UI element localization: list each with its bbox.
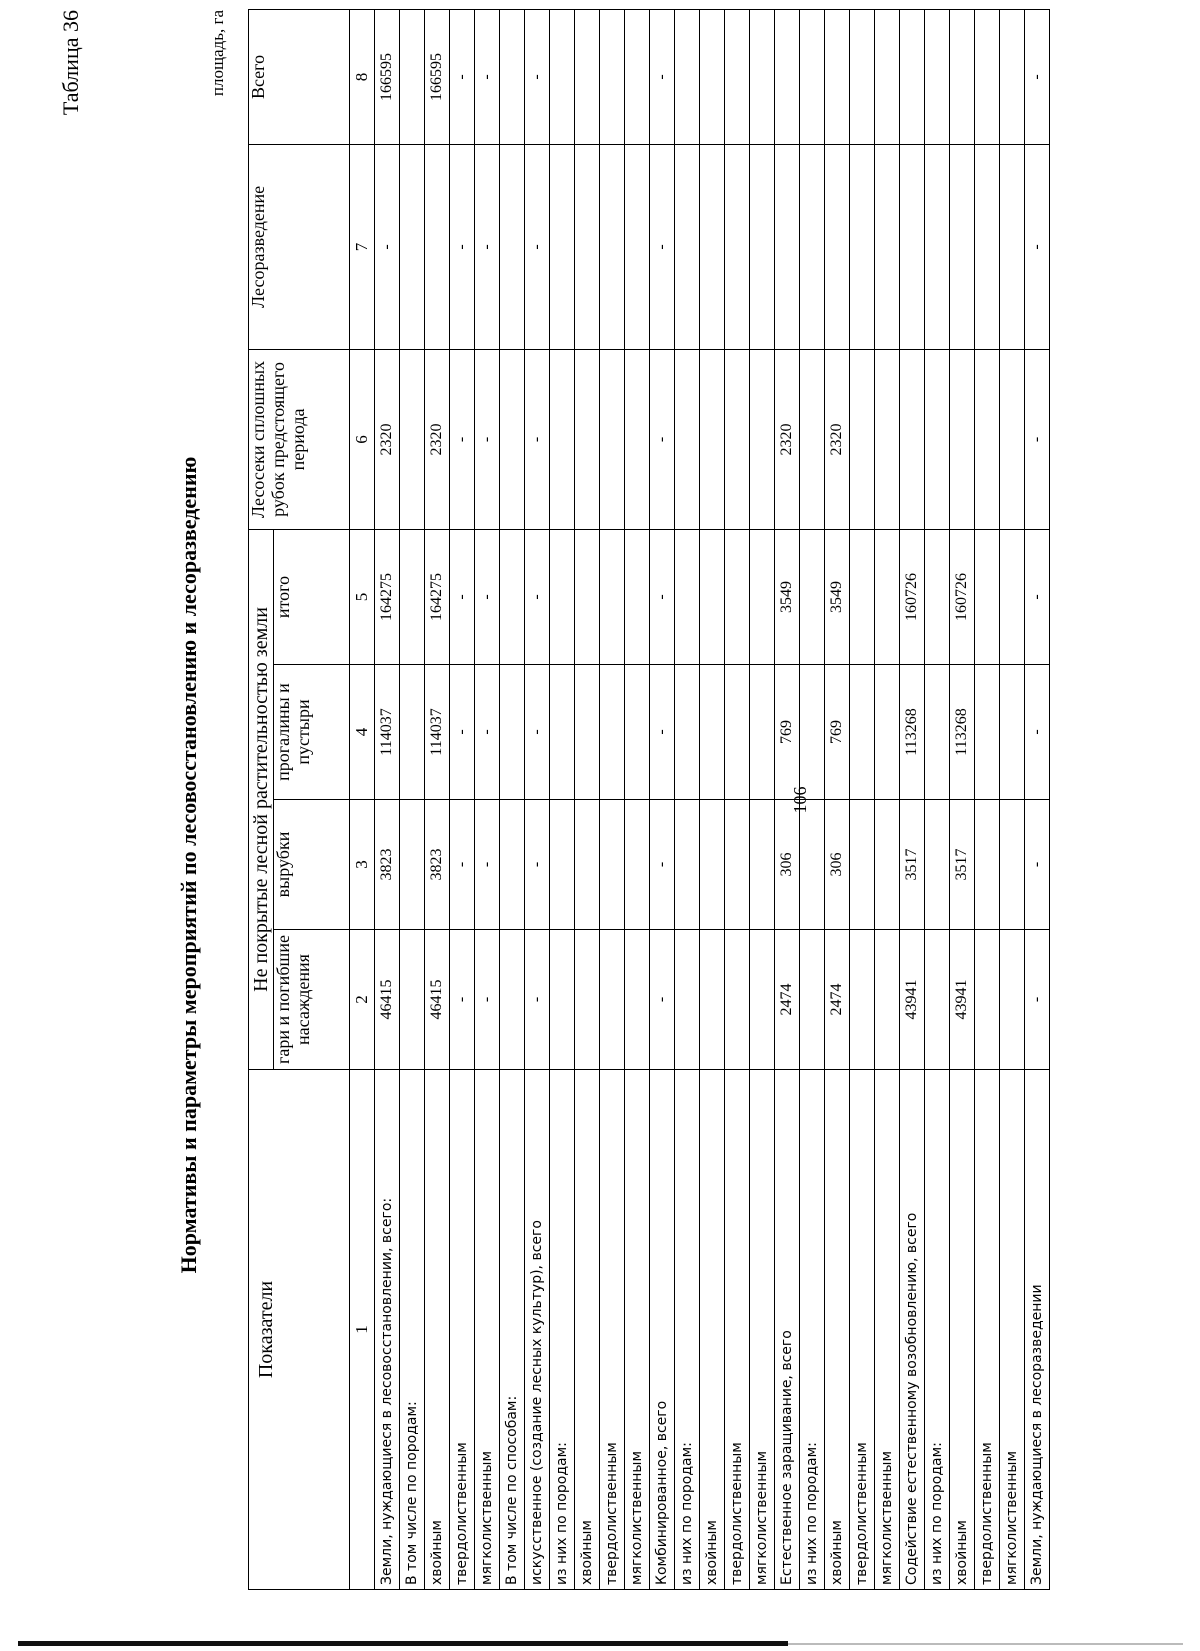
cell-afforestation <box>600 144 625 349</box>
cell-subtotal: 164275 <box>425 529 450 664</box>
cell-clearings: 306 <box>825 800 850 930</box>
cell-cutting-areas <box>575 349 600 529</box>
table-row <box>850 9 875 1589</box>
cell-cutting-areas <box>950 349 975 529</box>
column-number: 7 <box>350 144 375 349</box>
cell-total <box>675 9 700 144</box>
column-number: 5 <box>350 529 375 664</box>
table-row <box>400 9 425 1589</box>
cell-subtotal <box>575 529 600 664</box>
row-label: хвойным <box>700 1070 725 1590</box>
cell-clearings <box>400 800 425 930</box>
cell-glades <box>400 665 425 800</box>
cell-total: - <box>650 9 675 144</box>
cell-afforestation <box>775 144 800 349</box>
cell-clearings: 3823 <box>425 800 450 930</box>
cell-cutting-areas <box>400 349 425 529</box>
cell-clearings: 3517 <box>950 800 975 930</box>
row-label: Содействие естественному возобновлению, всего <box>900 1070 925 1590</box>
cell-afforestation: - <box>525 144 550 349</box>
cell-glades <box>725 665 750 800</box>
cell-subtotal <box>925 529 950 664</box>
row-label: В том числе по способам: <box>500 1070 525 1590</box>
cell-subtotal <box>400 529 425 664</box>
cell-cutting-areas <box>600 349 625 529</box>
row-label: хвойным <box>425 1070 450 1590</box>
cell-glades: 113268 <box>950 665 975 800</box>
cell-cutting-areas: 2320 <box>375 349 400 529</box>
cell-total: 166595 <box>375 9 400 144</box>
header-glades: прогалины и пустыри <box>274 665 350 800</box>
cell-total <box>400 9 425 144</box>
cell-total <box>1000 9 1025 144</box>
row-label: хвойным <box>950 1070 975 1590</box>
cell-cutting-areas <box>700 349 725 529</box>
cell-subtotal <box>725 529 750 664</box>
cell-cutting-areas <box>925 349 950 529</box>
cell-subtotal <box>550 529 575 664</box>
cell-cutting-areas: 2320 <box>825 349 850 529</box>
cell-total: - <box>475 9 500 144</box>
row-label: хвойным <box>825 1070 850 1590</box>
scan-bottom-bar <box>18 1641 788 1646</box>
table-row <box>875 9 900 1589</box>
cell-clearings <box>600 800 625 930</box>
cell-clearings <box>625 800 650 930</box>
cell-burns <box>725 930 750 1070</box>
cell-cutting-areas <box>850 349 875 529</box>
table-row <box>650 9 675 1589</box>
cell-clearings: - <box>450 800 475 930</box>
cell-afforestation <box>500 144 525 349</box>
column-number: 4 <box>350 665 375 800</box>
table-row <box>450 9 475 1589</box>
cell-glades <box>925 665 950 800</box>
table-row <box>1025 9 1050 1589</box>
cell-clearings <box>850 800 875 930</box>
cell-burns <box>600 930 625 1070</box>
cell-glades <box>975 665 1000 800</box>
cell-total <box>925 9 950 144</box>
row-label: из них по породам: <box>550 1070 575 1590</box>
table-row <box>525 9 550 1589</box>
cell-subtotal <box>675 529 700 664</box>
cell-total <box>500 9 525 144</box>
cell-afforestation <box>1000 144 1025 349</box>
cell-total <box>625 9 650 144</box>
cell-subtotal: - <box>525 529 550 664</box>
table-row <box>600 9 625 1589</box>
cell-burns <box>400 930 425 1070</box>
header-burns: гари и погибшие насаждения <box>274 930 350 1070</box>
cell-subtotal <box>600 529 625 664</box>
row-label: мягколиственным <box>1000 1070 1025 1590</box>
table-row <box>375 9 400 1589</box>
cell-glades <box>700 665 725 800</box>
cell-glades: - <box>525 665 550 800</box>
table-row <box>900 9 925 1589</box>
cell-afforestation <box>400 144 425 349</box>
table-row <box>575 9 600 1589</box>
document-title: Нормативы и параметры мероприятий по лесовосстановлению и лесоразведению <box>176 456 201 1274</box>
cell-clearings: 3517 <box>900 800 925 930</box>
cell-burns: - <box>525 930 550 1070</box>
cell-afforestation <box>750 144 775 349</box>
cell-clearings <box>700 800 725 930</box>
cell-subtotal: 3549 <box>775 529 800 664</box>
cell-cutting-areas <box>975 349 1000 529</box>
cell-cutting-areas <box>725 349 750 529</box>
cell-glades: 113268 <box>900 665 925 800</box>
cell-cutting-areas: - <box>450 349 475 529</box>
cell-afforestation <box>875 144 900 349</box>
cell-afforestation <box>900 144 925 349</box>
cell-total <box>975 9 1000 144</box>
cell-glades: - <box>650 665 675 800</box>
cell-burns <box>575 930 600 1070</box>
cell-glades: 114037 <box>425 665 450 800</box>
cell-burns: 2474 <box>775 930 800 1070</box>
cell-subtotal: 160726 <box>900 529 925 664</box>
cell-glades <box>675 665 700 800</box>
header-subtotal: итого <box>274 529 350 664</box>
cell-glades: 114037 <box>375 665 400 800</box>
cell-cutting-areas: - <box>650 349 675 529</box>
cell-subtotal: - <box>1025 529 1050 664</box>
header-clearings: вырубки <box>274 800 350 930</box>
table-row <box>500 9 525 1589</box>
header-afforestation: Лесоразведение <box>249 144 350 349</box>
cell-cutting-areas: 2320 <box>425 349 450 529</box>
row-label: твердолиственным <box>975 1070 1000 1590</box>
cell-total <box>850 9 875 144</box>
cell-glades: - <box>450 665 475 800</box>
cell-subtotal <box>500 529 525 664</box>
scan-bottom-bar-faint <box>788 1643 1183 1645</box>
table-row <box>725 9 750 1589</box>
cell-clearings <box>875 800 900 930</box>
cell-cutting-areas <box>1000 349 1025 529</box>
cell-burns: 43941 <box>950 930 975 1070</box>
cell-clearings <box>500 800 525 930</box>
table-row <box>625 9 650 1589</box>
cell-burns <box>550 930 575 1070</box>
cell-burns: 46415 <box>375 930 400 1070</box>
cell-total <box>750 9 775 144</box>
cell-subtotal <box>875 529 900 664</box>
row-label: В том числе по породам: <box>400 1070 425 1590</box>
cell-afforestation <box>725 144 750 349</box>
row-label: хвойным <box>575 1070 600 1590</box>
cell-subtotal: 164275 <box>375 529 400 664</box>
cell-total <box>550 9 575 144</box>
cell-burns <box>975 930 1000 1070</box>
cell-clearings: 3823 <box>375 800 400 930</box>
cell-cutting-areas <box>500 349 525 529</box>
cell-burns <box>750 930 775 1070</box>
cell-subtotal <box>850 529 875 664</box>
table-row <box>950 9 975 1589</box>
measures-table <box>248 9 1050 1590</box>
cell-subtotal <box>1000 529 1025 664</box>
cell-subtotal: 3549 <box>825 529 850 664</box>
cell-burns: 46415 <box>425 930 450 1070</box>
cell-cutting-areas <box>875 349 900 529</box>
cell-burns <box>675 930 700 1070</box>
cell-afforestation: - <box>650 144 675 349</box>
cell-clearings <box>925 800 950 930</box>
cell-afforestation <box>925 144 950 349</box>
cell-subtotal <box>625 529 650 664</box>
table-row <box>975 9 1000 1589</box>
cell-afforestation: - <box>1025 144 1050 349</box>
cell-afforestation <box>550 144 575 349</box>
cell-clearings: 306 <box>775 800 800 930</box>
cell-afforestation: - <box>475 144 500 349</box>
cell-burns <box>700 930 725 1070</box>
cell-total: - <box>450 9 475 144</box>
cell-total: 166595 <box>425 9 450 144</box>
cell-burns <box>875 930 900 1070</box>
cell-burns <box>1000 930 1025 1070</box>
page-number: 106 <box>790 786 810 814</box>
header-cutting-areas: Лесосеки сплошных рубок предстоящего периода <box>249 349 350 529</box>
cell-afforestation <box>825 144 850 349</box>
cell-subtotal <box>750 529 775 664</box>
cell-burns <box>500 930 525 1070</box>
column-number-row <box>350 9 375 1589</box>
row-label: из них по породам: <box>675 1070 700 1590</box>
row-label: Комбинированное, всего <box>650 1070 675 1590</box>
table-number: Таблица 36 <box>58 10 83 116</box>
cell-subtotal <box>975 529 1000 664</box>
cell-clearings: - <box>1025 800 1050 930</box>
cell-burns <box>850 930 875 1070</box>
cell-afforestation <box>575 144 600 349</box>
cell-afforestation: - <box>450 144 475 349</box>
cell-total <box>600 9 625 144</box>
row-label: Земли, нуждающиеся в лесоразведении <box>1025 1070 1050 1590</box>
cell-cutting-areas <box>625 349 650 529</box>
cell-total <box>875 9 900 144</box>
cell-burns: 43941 <box>900 930 925 1070</box>
cell-afforestation <box>800 144 825 349</box>
column-number: 6 <box>350 349 375 529</box>
cell-glades <box>750 665 775 800</box>
cell-cutting-areas: 2320 <box>775 349 800 529</box>
cell-clearings <box>1000 800 1025 930</box>
cell-subtotal <box>800 529 825 664</box>
cell-burns: - <box>650 930 675 1070</box>
cell-clearings <box>750 800 775 930</box>
table-row <box>475 9 500 1589</box>
header-total: Всего <box>249 9 350 144</box>
table-body <box>375 9 1050 1589</box>
column-number: 3 <box>350 800 375 930</box>
cell-glades <box>600 665 625 800</box>
cell-burns: 2474 <box>825 930 850 1070</box>
units-label: площадь, га <box>208 10 227 97</box>
cell-cutting-areas: - <box>475 349 500 529</box>
cell-burns <box>925 930 950 1070</box>
table-row <box>750 9 775 1589</box>
cell-afforestation <box>425 144 450 349</box>
cell-clearings <box>550 800 575 930</box>
table-row <box>925 9 950 1589</box>
cell-glades <box>1000 665 1025 800</box>
cell-glades <box>625 665 650 800</box>
row-label: из них по породам: <box>925 1070 950 1590</box>
cell-clearings: - <box>475 800 500 930</box>
cell-afforestation <box>700 144 725 349</box>
header-indicator: Показатели <box>249 1070 350 1590</box>
table-row <box>550 9 575 1589</box>
cell-subtotal <box>700 529 725 664</box>
row-label: Естественное заращивание, всего <box>775 1070 800 1590</box>
cell-clearings <box>975 800 1000 930</box>
cell-clearings: - <box>650 800 675 930</box>
cell-burns <box>625 930 650 1070</box>
cell-subtotal: 160726 <box>950 529 975 664</box>
row-label: твердолиственным <box>600 1070 625 1590</box>
cell-total <box>800 9 825 144</box>
row-label: твердолиственным <box>725 1070 750 1590</box>
cell-total <box>700 9 725 144</box>
row-label: мягколиственным <box>875 1070 900 1590</box>
cell-burns <box>800 930 825 1070</box>
cell-afforestation <box>625 144 650 349</box>
cell-total <box>950 9 975 144</box>
cell-burns: - <box>450 930 475 1070</box>
table-row <box>700 9 725 1589</box>
cell-total <box>725 9 750 144</box>
cell-cutting-areas <box>800 349 825 529</box>
cell-glades: - <box>475 665 500 800</box>
column-number: 1 <box>350 1070 375 1590</box>
table-row <box>825 9 850 1589</box>
cell-subtotal: - <box>650 529 675 664</box>
table-row <box>675 9 700 1589</box>
cell-subtotal: - <box>475 529 500 664</box>
row-label: Земли, нуждающиеся в лесовосстановлении, всего: <box>375 1070 400 1590</box>
header-uncovered-lands: Не покрытые лесной растительностью земли <box>249 529 274 1069</box>
cell-glades: 769 <box>825 665 850 800</box>
cell-total <box>825 9 850 144</box>
cell-glades <box>575 665 600 800</box>
cell-glades: 769 <box>775 665 800 800</box>
row-label: мягколиственным <box>475 1070 500 1590</box>
cell-afforestation: - <box>375 144 400 349</box>
cell-cutting-areas <box>550 349 575 529</box>
cell-clearings <box>575 800 600 930</box>
row-label: искусственное (создание лесных культур), всего <box>525 1070 550 1590</box>
cell-burns: - <box>1025 930 1050 1070</box>
cell-clearings <box>675 800 700 930</box>
cell-afforestation <box>675 144 700 349</box>
cell-subtotal: - <box>450 529 475 664</box>
row-label: мягколиственным <box>750 1070 775 1590</box>
cell-glades <box>550 665 575 800</box>
cell-total: - <box>1025 9 1050 144</box>
table-row <box>1000 9 1025 1589</box>
row-label: из них по породам: <box>800 1070 825 1590</box>
cell-total <box>775 9 800 144</box>
cell-afforestation <box>850 144 875 349</box>
row-label: мягколиственным <box>625 1070 650 1590</box>
cell-cutting-areas <box>900 349 925 529</box>
cell-burns: - <box>475 930 500 1070</box>
row-label: твердолиственным <box>450 1070 475 1590</box>
cell-clearings: - <box>525 800 550 930</box>
cell-clearings <box>725 800 750 930</box>
column-number: 2 <box>350 930 375 1070</box>
cell-cutting-areas <box>750 349 775 529</box>
row-label: твердолиственным <box>850 1070 875 1590</box>
cell-glades <box>850 665 875 800</box>
column-number: 8 <box>350 9 375 144</box>
cell-glades <box>875 665 900 800</box>
cell-cutting-areas: - <box>525 349 550 529</box>
cell-glades: - <box>1025 665 1050 800</box>
cell-cutting-areas <box>675 349 700 529</box>
cell-afforestation <box>975 144 1000 349</box>
cell-afforestation <box>950 144 975 349</box>
cell-cutting-areas: - <box>1025 349 1050 529</box>
cell-total <box>900 9 925 144</box>
table-row <box>425 9 450 1589</box>
cell-total: - <box>525 9 550 144</box>
cell-glades <box>500 665 525 800</box>
cell-total <box>575 9 600 144</box>
